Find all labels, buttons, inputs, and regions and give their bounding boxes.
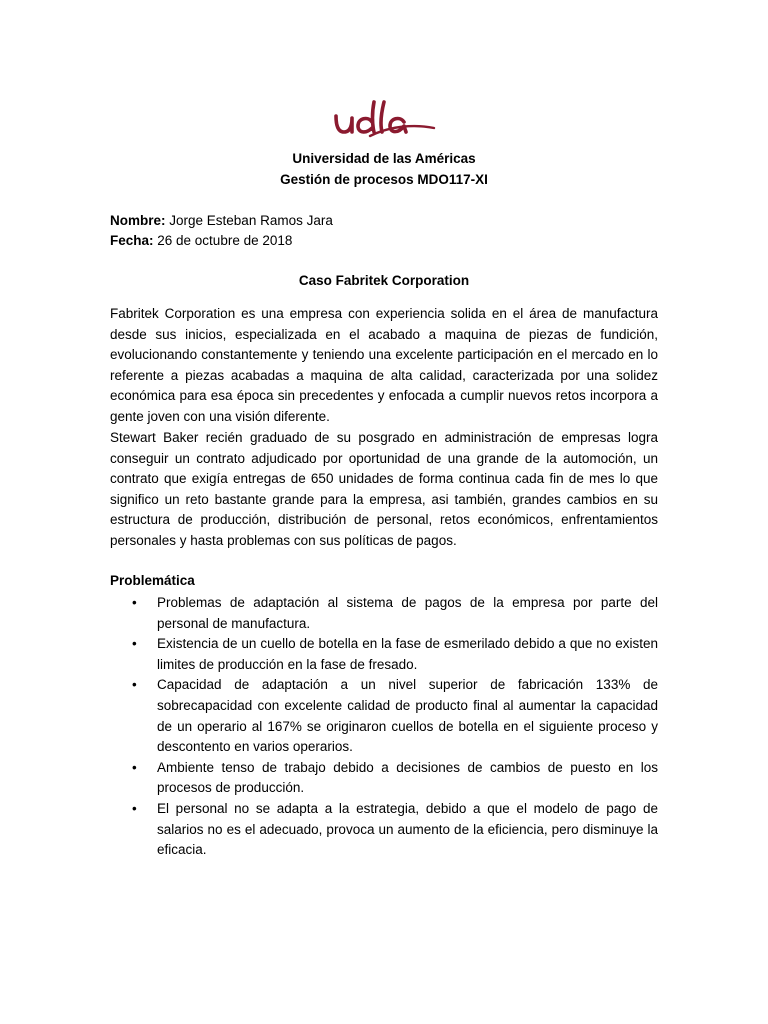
date-label: Fecha: <box>110 233 154 248</box>
name-label: Nombre: <box>110 213 166 228</box>
bullet-icon: • <box>132 677 137 693</box>
paragraph-intro: Fabritek Corporation es una empresa con experiencia solida en el área de manufactura desde sus inicios, especializada en el acabado a maquina de piezas de fundición, evolucionando constantemente y teniendo una excelente participación en el mercado en lo referente a piezas acabadas a maquina de alta calidad, caracterizada por una solidez económica para esa época sin precedentes y enfocada a cumplir nuevos retos incorpora a gente joven con una visión diferente. <box>110 306 658 424</box>
problem-section-title: Problemática <box>110 573 195 588</box>
list-item-text: Problemas de adaptación al sistema de pagos de la empresa por parte del personal de manufactura. <box>157 595 658 631</box>
problem-list <box>110 593 658 861</box>
date-line <box>110 233 292 248</box>
list-item-text: Capacidad de adaptación a un nivel superior de fabricación 133% de sobrecapacidad con excelente calidad de producto final al aumentar la capacidad de un operario al 167% se originaron cuellos de botella en el siguiente proceso y descontento en varios operarios. <box>157 677 658 755</box>
bullet-icon: • <box>132 759 137 775</box>
list-item-text: El personal no se adapta a la estrategia, debido a que el modelo de pago de salarios no es el adecuado, provoca un aumento de la eficiencia, pero disminuye la eficacia. <box>157 800 658 858</box>
list-item <box>110 634 658 675</box>
list-item <box>110 675 658 757</box>
case-title: Caso Fabritek Corporation <box>298 273 470 288</box>
list-item <box>110 593 658 634</box>
paragraph-contract: Stewart Baker recién graduado de su posgrado en administración de empresas logra conseguir un contrato adjudicado por oportunidad de una grande de la automoción, un contrato que exigía entregas de 650 unidades de forma continua cada fin de mes lo que significo un reto bastante grande para la empresa, asi también, grandes cambios en su estructura de producción, distribución de personal, retos económicos, enfrentamientos personales y hasta problemas con sus políticas de pagos. <box>110 430 658 548</box>
udla-logo <box>330 96 438 144</box>
student-name-line <box>110 213 333 228</box>
university-name: Universidad de las Américas <box>292 151 476 166</box>
bullet-icon: • <box>132 800 137 816</box>
list-item <box>110 799 658 861</box>
course-name: Gestión de procesos MDO117-XI <box>280 172 488 187</box>
bullet-icon: • <box>132 636 137 652</box>
list-item <box>110 758 658 799</box>
bullet-icon: • <box>132 595 137 610</box>
date-value: 26 de octubre de 2018 <box>153 233 293 248</box>
name-value: Jorge Esteban Ramos Jara <box>165 213 333 228</box>
list-item-text: Ambiente tenso de trabajo debido a decisiones de cambios de puesto en los procesos de producción. <box>157 759 658 796</box>
list-item-text: Existencia de un cuello de botella en la fase de esmerilado debido a que no existen limites de producción en la fase de fresado. <box>157 636 658 672</box>
